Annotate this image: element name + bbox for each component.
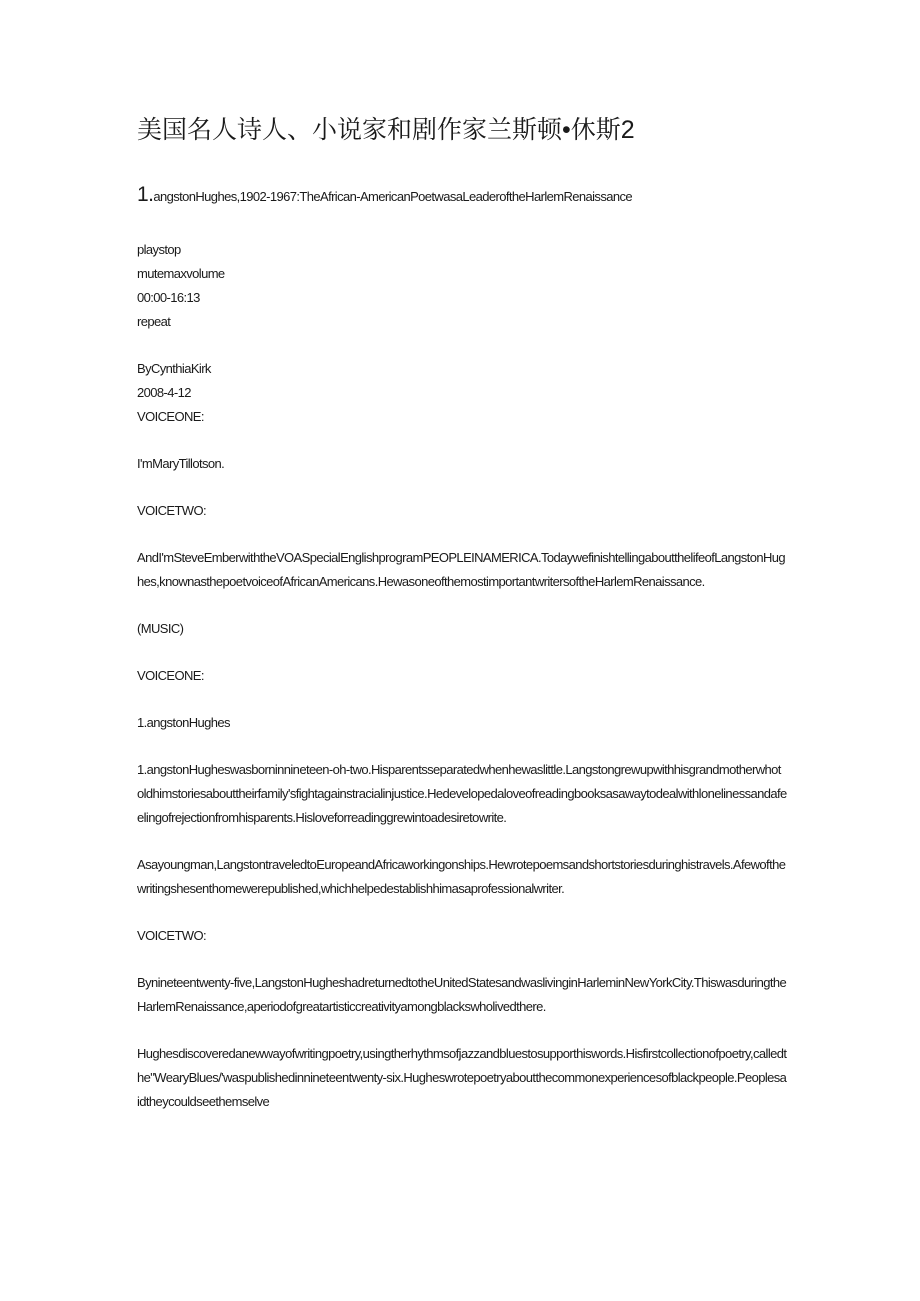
paragraph: 1.angstonHugheswasborninnineteen-oh-two.Hisparentsseparatedwhenhewaslittle.Langstongrewupwithhisgrandmotherwhotoldhimstoriesabouttheirfamily'sfightagainstracialinjustice.Hedevelopedaloveofreadingbooksasawaytodealwithlonelinessandafeelingofrejectionfromhisparents.Hisloveforreadinggrewintoadesiretowrite. (137, 762, 787, 825)
heading-text: angstonHughes,1902-1967:TheAfrican-AmericanPoetwasaLeaderoftheHarlemRenaissance (153, 189, 633, 204)
player-repeat[interactable]: repeat (137, 314, 171, 329)
paragraph: 1.angstonHughes (137, 715, 230, 730)
paragraph: VOICETWO: (137, 503, 206, 518)
paragraph: (MUSIC) (137, 621, 184, 636)
paragraph: AndI'mSteveEmberwiththeVOASpecialEnglishprogramPEOPLEINAMERICA.TodaywefinishtellingaboutthelifeofLangstonHughes,knownasthepoetvoiceofAfricanAmericans.HewasoneofthemostimportantwritersoftheHarlemRenaissance. (137, 550, 786, 589)
player-time: 00:00-16:13 (137, 290, 200, 305)
byline (137, 357, 787, 429)
heading-number: 1. (137, 183, 154, 206)
paragraph: I'mMaryTillotson. (137, 456, 225, 471)
paragraph: Bynineteentwenty-five,LangstonHugheshadreturnedtotheUnitedStatesandwaslivinginHarleminNewYorkCity.ThiswasduringtheHarlemRenaissance,aperiodofgreatartisticcreativityamongblackswholivedthere. (137, 975, 787, 1014)
paragraph: VOICEONE: (137, 668, 204, 683)
audio-player-text (137, 238, 787, 334)
player-volume[interactable]: mutemaxvolume (137, 266, 225, 281)
byline-date: 2008-4-12 (137, 385, 191, 400)
paragraph: VOICETWO: (137, 928, 206, 943)
byline-speaker: VOICEONE: (137, 409, 204, 424)
byline-author: ByCynthiaKirk (137, 361, 211, 376)
document-title: 美国名人诗人、小说家和剧作家兰斯顿•休斯2 (137, 116, 635, 144)
paragraph: Asayoungman,LangstontraveledtoEuropeandAfricaworkingonships.Hewrotepoemsandshortstoriesduringhistravels.Afewofthewritingshesenthomewerepublished,whichhelpedestablishhimasaprofessionalwriter. (137, 857, 786, 896)
document-page (137, 112, 787, 1137)
paragraph: Hughesdiscoveredanewwayofwritingpoetry,usingtherhythmsofjazzandbluestosupporthiswords.Hisfirstcollectionofpoetry,calledthe"WearyBlues/'waspublishedinnineteentwenty-six.Hugheswrotepoetryaboutthecommonexperiencesofblackpeople.Peoplesaidtheycouldseethemselve (137, 1046, 787, 1109)
article-heading (137, 182, 787, 210)
player-play-stop[interactable]: playstop (137, 242, 181, 257)
